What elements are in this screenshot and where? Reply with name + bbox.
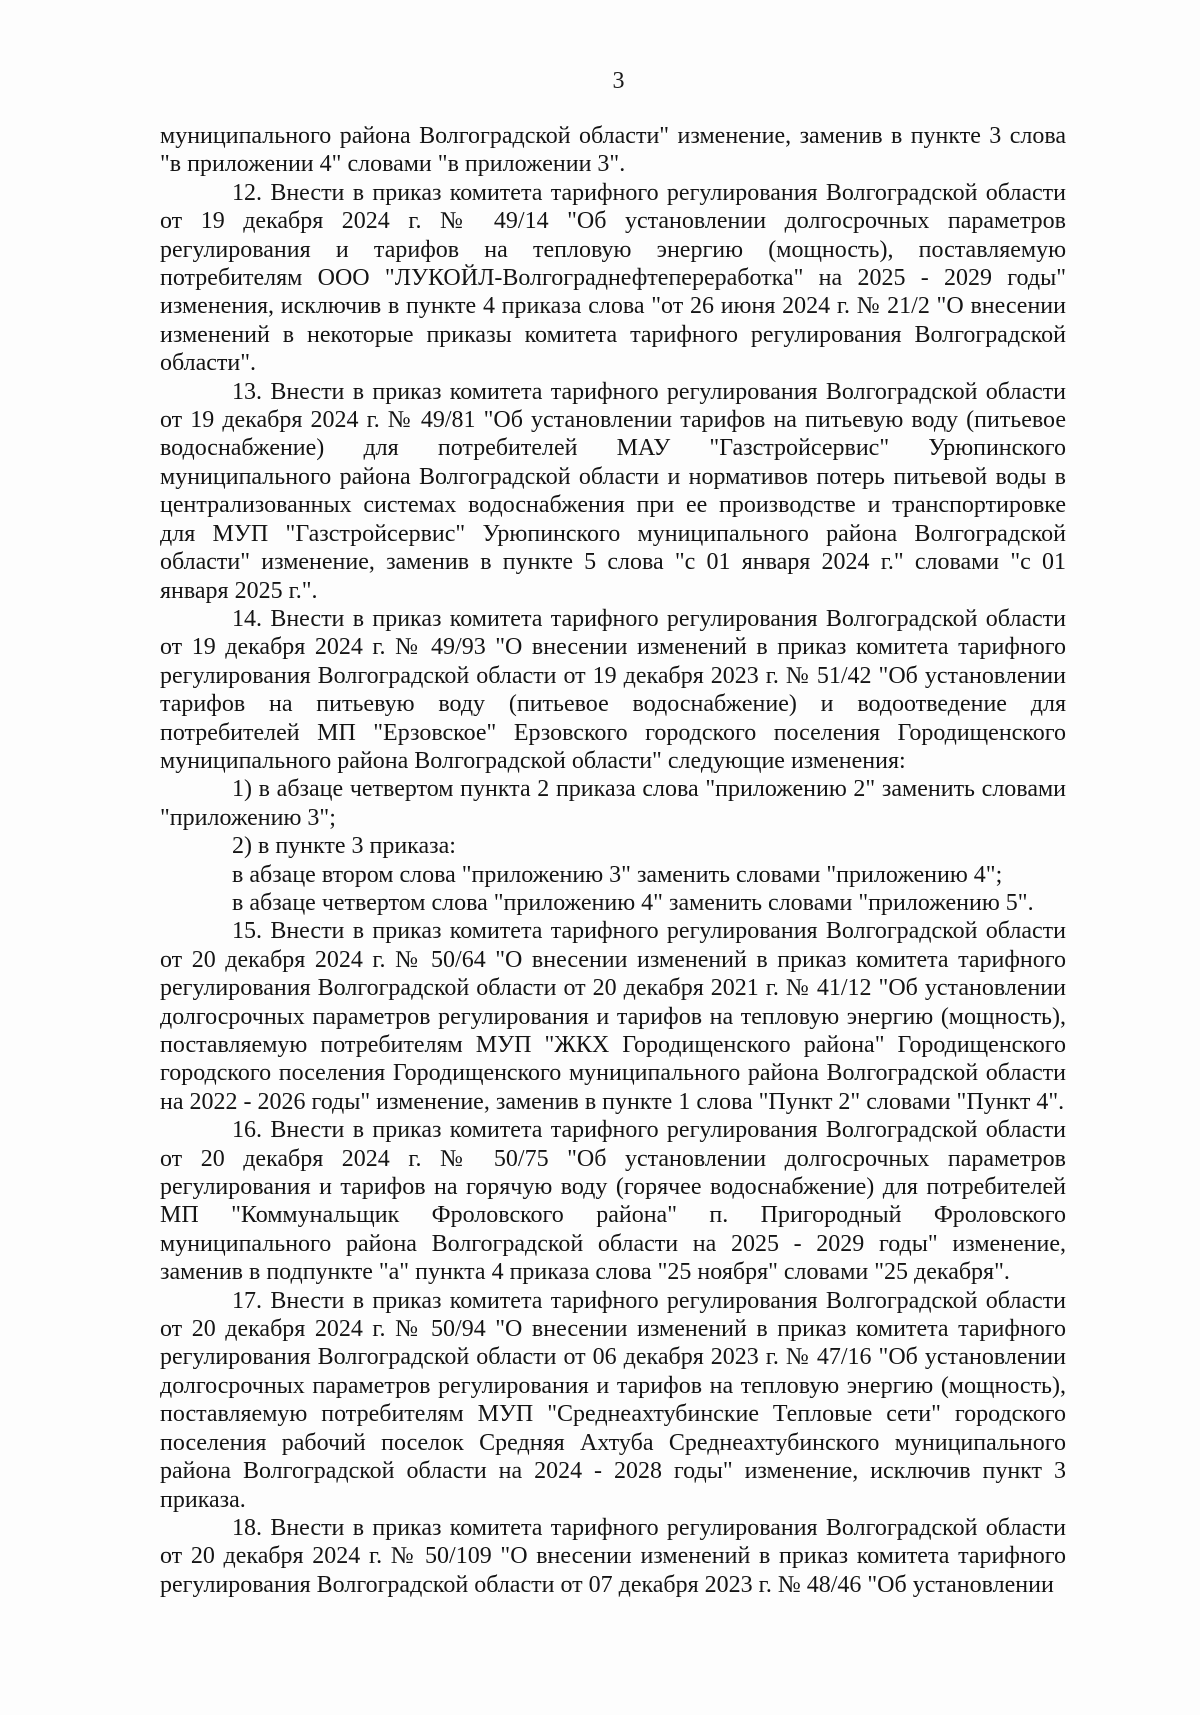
paragraph-item-13: 13. Внести в приказ комитета тарифного регулирования Волгоградской области от 19 декабря 2024 г. № 49/81 "Об установлении тарифов на питьевую воду (питьевое водоснабжение) для потребителей МАУ "Газстройсервис" Урюпинского муниципального района Волгоградской области и нормативов потерь питьевой воды в централизованных системах водоснабжения при ее производстве и транспортировке для МУП "Газстройсервис" Урюпинского муниципального района Волгоградской области" изменение, заменив в пункте 5 слова "с 01 января 2024 г." словами "с 01 января 2025 г.".: [160, 378, 1066, 604]
paragraph-item-18: 18. Внести в приказ комитета тарифного регулирования Волгоградской области от 20 декабря 2024 г. № 50/109 "О внесении изменений в приказ комитета тарифного регулирования Волгоградской области от 07 декабря 2023 г. № 48/46 "Об установлении: [160, 1514, 1066, 1598]
subparagraph-14-2-b: в абзаце четвертом слова "приложению 4" заменить словами "приложению 5".: [232, 889, 1034, 916]
page-number: 3: [612, 68, 625, 94]
subparagraph-14-2-a: в абзаце втором слова "приложению 3" заменить словами "приложению 4";: [232, 861, 1003, 888]
paragraph-item-16: 16. Внести в приказ комитета тарифного регулирования Волгоградской области от 20 декабря 2024 г. № 50/75 "Об установлении долгосрочных параметров регулирования и тарифов на горячую воду (горячее водоснабжение) для потребителей МП "Коммунальщик Фроловского района" п. Пригородный Фроловского муниципального района Волгоградской области на 2025 - 2029 годы" изменение, заменив в подпункте "а" пункта 4 приказа слова "25 ноября" словами "25 декабря".: [160, 1117, 1066, 1286]
document-body: [160, 122, 1066, 1599]
subparagraph-14-1: 1) в абзаце четвертом пункта 2 приказа слова "приложению 2" заменить словами "приложению 3";: [160, 776, 1066, 831]
paragraph-item-15: 15. Внести в приказ комитета тарифного регулирования Волгоградской области от 20 декабря 2024 г. № 50/64 "О внесении изменений в приказ комитета тарифного регулирования Волгоградской области от 20 декабря 2021 г. № 41/12 "Об установлении долгосрочных параметров регулирования и тарифов на тепловую энергию (мощность), поставляемую потребителям МУП "ЖКХ Городищенского района" Городищенского городского поселения Городищенского муниципального района Волгоградской области на 2022 - 2026 годы" изменение, заменив в пункте 1 слова "Пункт 2" словами "Пункт 4".: [160, 918, 1066, 1115]
paragraph-item-12: 12. Внести в приказ комитета тарифного регулирования Волгоградской области от 19 декабря 2024 г. № 49/14 "Об установлении долгосрочных параметров регулирования и тарифов на тепловую энергию (мощность), поставляемую потребителям ООО "ЛУКОЙЛ-Волгограднефтепереработка" на 2025 - 2029 годы" изменения, исключив в пункте 4 приказа слова "от 26 июня 2024 г. № 21/2 "О внесении изменений в некоторые приказы комитета тарифного регулирования Волгоградской области".: [160, 179, 1066, 377]
subparagraph-14-2: 2) в пункте 3 приказа:: [232, 833, 456, 860]
paragraph-item-14: 14. Внести в приказ комитета тарифного регулирования Волгоградской области от 19 декабря 2024 г. № 49/93 "О внесении изменений в приказ комитета тарифного регулирования Волгоградской области от 19 декабря 2023 г. № 51/42 "Об установлении тарифов на питьевую воду (питьевое водоснабжение) и водоотведение для потребителей МП "Ерзовское" Ерзовского городского поселения Городищенского муниципального района Волгоградской области" следующие изменения:: [160, 605, 1066, 774]
paragraph-continuation: муниципального района Волгоградской области" изменение, заменив в пункте 3 слова "в приложении 4" словами "в приложении 3".: [160, 123, 1066, 178]
paragraph-item-17: 17. Внести в приказ комитета тарифного регулирования Волгоградской области от 20 декабря 2024 г. № 50/94 "О внесении изменений в приказ комитета тарифного регулирования Волгоградской области от 06 декабря 2023 г. № 47/16 "Об установлении долгосрочных параметров регулирования и тарифов на тепловую энергию (мощность), поставляемую потребителям МУП "Среднеахтубинские Тепловые сети" городского поселения рабочий поселок Средняя Ахтуба Среднеахтубинского муниципального района Волгоградской области на 2024 - 2028 годы" изменение, исключив пункт 3 приказа.: [160, 1287, 1066, 1513]
